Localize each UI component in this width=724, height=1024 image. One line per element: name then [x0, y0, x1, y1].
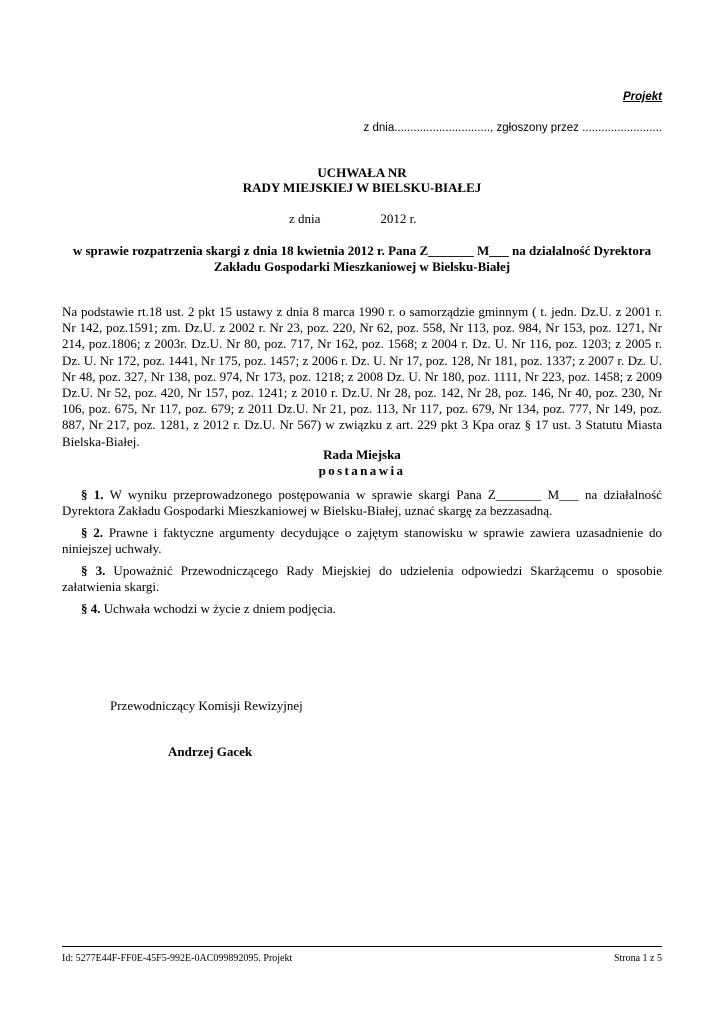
signatory-title: Przewodniczący Komisji Rewizyjnej — [110, 698, 303, 713]
paragraph-4-text: Uchwała wchodzi w życie z dniem podjęcia. — [100, 601, 336, 616]
legal-basis-paragraph: Na podstawie rt.18 ust. 2 pkt 15 ustawy z dnia 8 marca 1990 r. o samorządzie gminnym ( t. jedn. Dz.U. z 2001 r. Nr 142, poz.1591; zm. Dz.U. z 2002 r. Nr 23, poz. 220, Nr 62, poz. 558, Nr 113, poz. 984, Nr 153, poz. 1271, Nr 214, poz.1806; z 2003r. Dz.U. Nr 80, poz. 717, Nr 162, poz. 1568; z 2004 r. Dz. U. Nr 116, poz. 1203; z 2005 r. Dz. U. Nr 172, poz. 1441, Nr 175, poz. 1457; z 2006 r. Dz. U. Nr 17, poz. 128, Nr 181, poz. 1337; z 2007 r. Dz. U. Nr 48, poz. 327, Nr 138, poz. 974, Nr 173, poz. 1218; z 2008 Dz. U. Nr 180, poz. 1111, Nr 223, poz. 1458; z 2009 Dz.U. Nr 52, poz. 420, Nr 157, poz. 1241; z 2010 r. Dz.U. Nr 28, poz. 142, Nr 28, poz. 146, Nr 40, poz. 230, Nr 106, poz. 675, Nr 117, poz. 679; z 2011 Dz.U. Nr 21, poz. 113, Nr 117, poz. 679, Nr 134, poz. 777, Nr 149, poz. 887, Nr 217, poz. 1281, z 2012 r. Dz.U. Nr 567) w związku z art. 229 pkt 3 Kpa oraz § 17 ust. 3 Statutu Miasta Bielska-Białej. — [62, 304, 662, 449]
paragraph-2 — [62, 525, 662, 557]
submission-date-line: z dnia.............................., zgłoszony przez ......................... — [363, 122, 662, 134]
paragraph-1 — [62, 487, 662, 519]
paragraph-3-label: § 3. — [81, 563, 106, 578]
paragraph-4 — [62, 601, 662, 617]
date-year: 2012 r. — [380, 211, 417, 226]
resolution-title-line1: UCHWAŁA NR — [317, 165, 407, 180]
signatory-name: Andrzej Gacek — [168, 744, 253, 759]
paragraph-3-text: Upoważnić Przewodniczącego Rady Miejskiej do udzielenia odpowiedzi Skarżącemu o sposobie załatwienia skargi. — [62, 563, 662, 595]
paragraph-1-label: § 1. — [81, 487, 104, 502]
resolves-verb: postanawia — [318, 463, 406, 478]
footer-document-id: Id: 5277E44F-FF0E-45F5-992E-0AC099892095. Projekt — [62, 953, 293, 964]
footer-divider — [62, 946, 662, 947]
paragraph-1-text: W wyniku przeprowadzonego postępowania w sprawie skargi Pana Z_______ M___ na działalność Dyrektora Zakładu Gospodarki Mieszkaniowej w Bielsku-Białej, uznać skargę za bezzasadną. — [62, 487, 663, 519]
resolution-title-line2: RADY MIEJSKIEJ W BIELSKU-BIAŁEJ — [242, 180, 482, 195]
paragraph-2-label: § 2. — [81, 525, 104, 540]
council-name: Rada Miejska — [323, 447, 401, 462]
resolution-subject: w sprawie rozpatrzenia skargi z dnia 18 kwietnia 2012 r. Pana Z_______ M___ na działalność Dyrektora Zakładu Gospodarki Mieszkaniowej w Bielsku-Białej — [72, 243, 652, 274]
resolution-date-line — [289, 211, 417, 227]
paragraph-2-text: Prawne i faktyczne argumenty decydujące o zajętym stanowisku w sprawie zawiera uzasadnienie do niniejszej uchwały. — [62, 525, 662, 557]
footer-page-number: Strona 1 z 5 — [613, 953, 662, 964]
date-prefix: z dnia — [289, 211, 321, 226]
paragraph-3 — [62, 563, 662, 595]
project-label: Projekt — [623, 91, 662, 103]
paragraph-4-label: § 4. — [81, 601, 101, 616]
